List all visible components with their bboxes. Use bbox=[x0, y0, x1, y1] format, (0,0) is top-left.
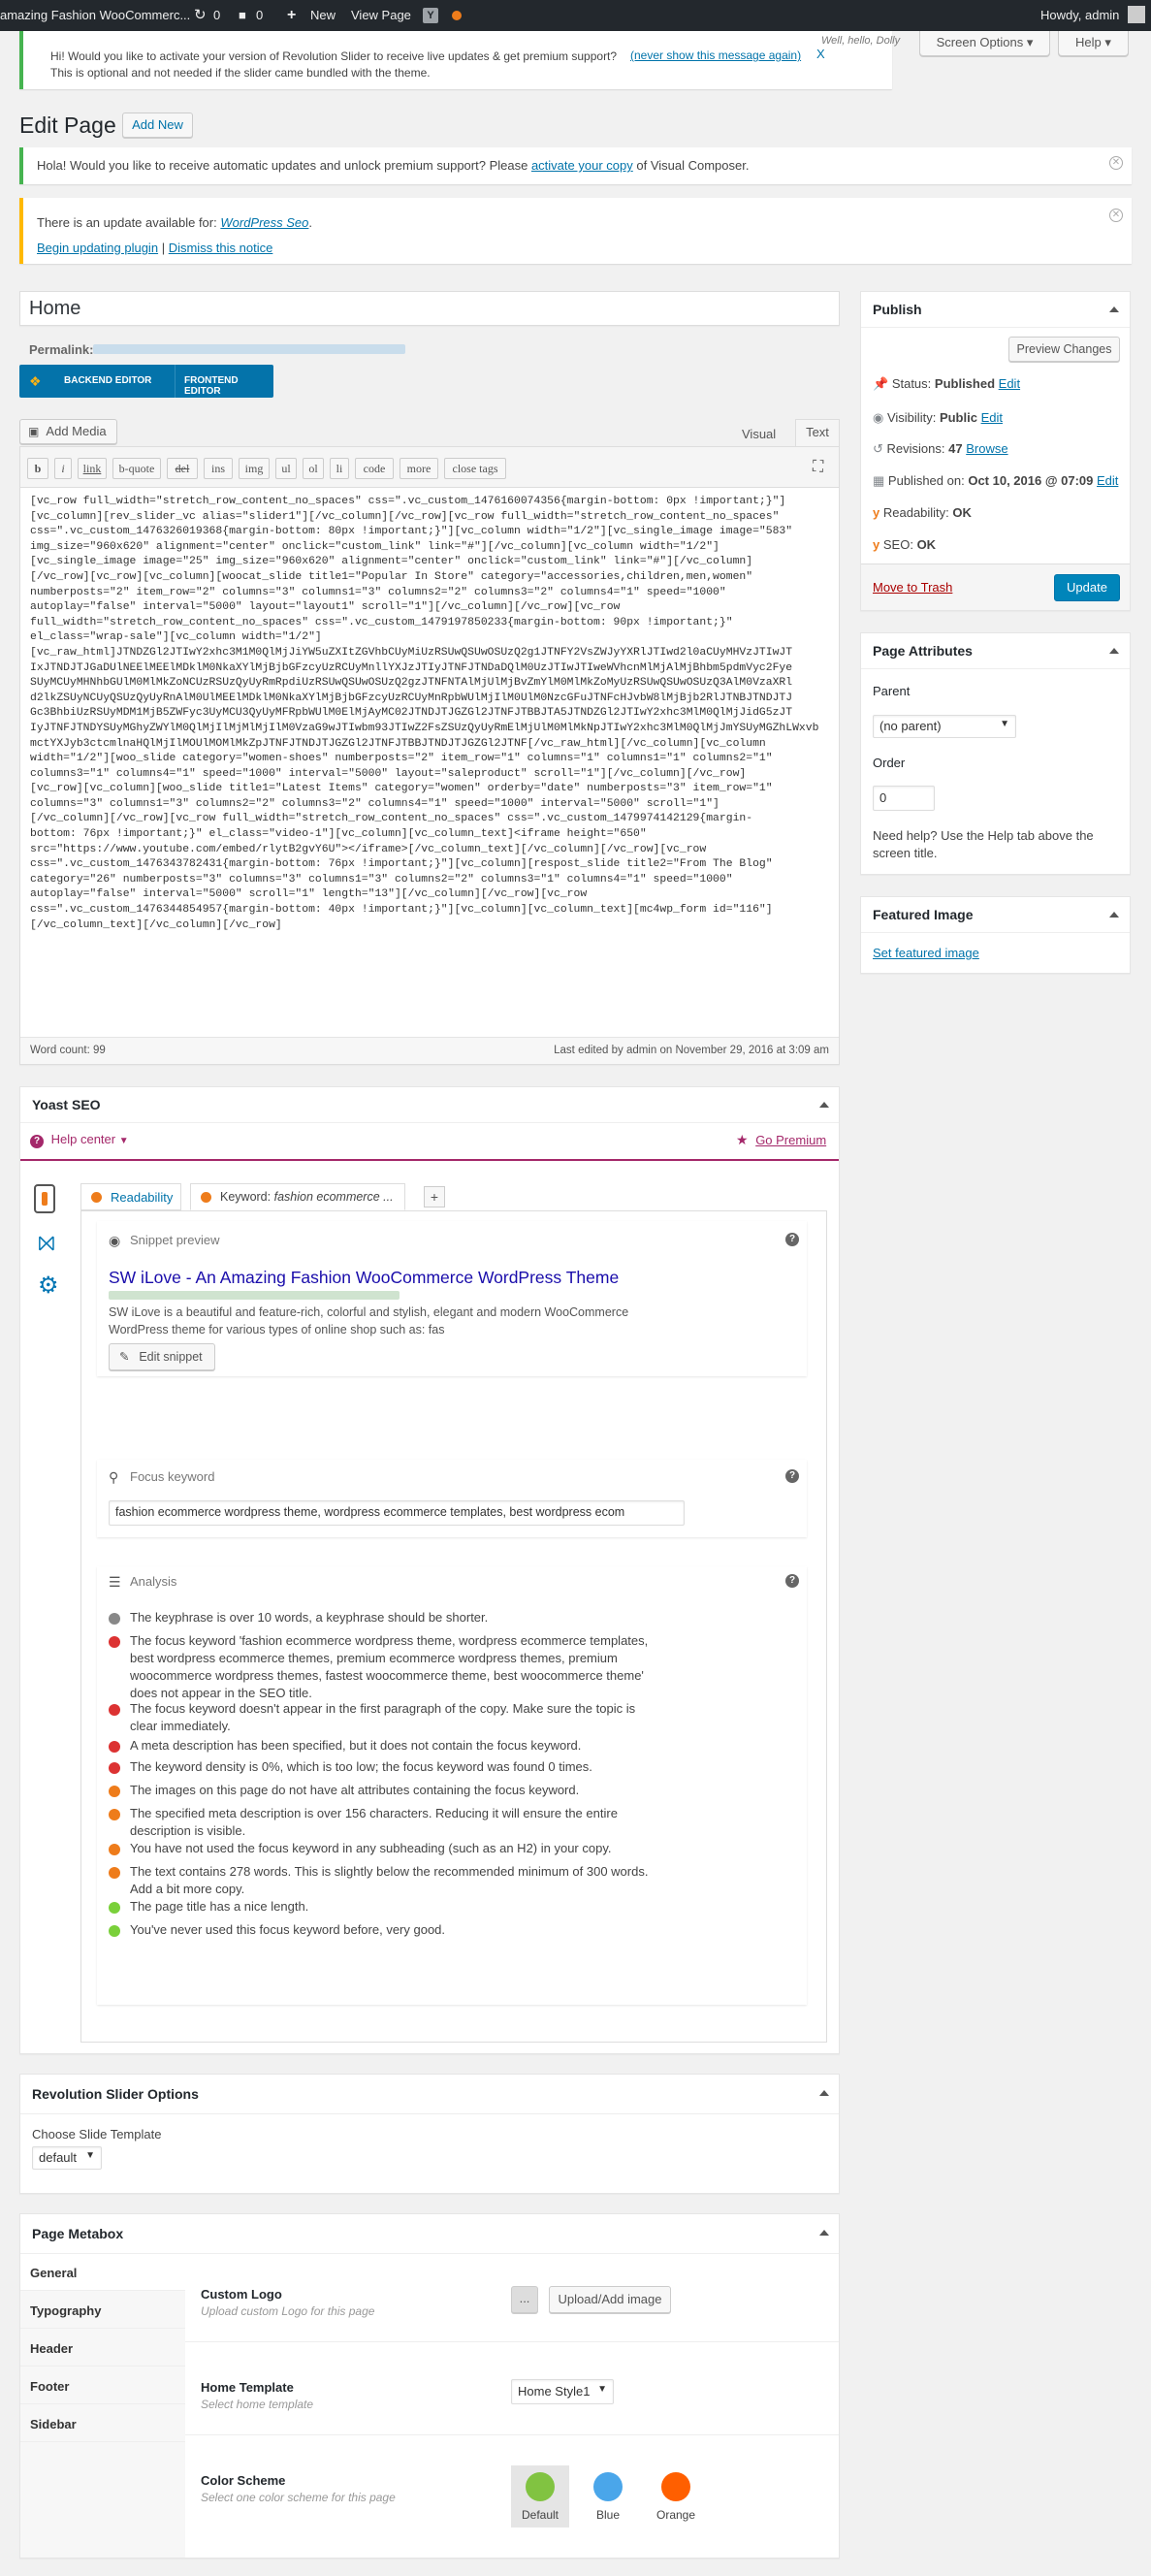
quicktag-button-more[interactable]: more bbox=[400, 458, 438, 479]
score-bullet-icon bbox=[109, 1762, 120, 1774]
howdy-user[interactable]: Howdy, admin bbox=[1040, 8, 1120, 22]
color-option-orange[interactable] bbox=[647, 2465, 705, 2528]
score-bullet-icon bbox=[109, 1613, 120, 1625]
revisions-line: ↺ Revisions: 47 Browse bbox=[873, 441, 1008, 456]
hello-dolly: Well, hello, Dolly bbox=[821, 35, 901, 47]
analysis-text: The specified meta description is over 156 characters. Reducing it will ensure the entire description is visible. bbox=[130, 1806, 618, 1838]
content-line: [/vc_column][/vc_row][vc_row full_width="stretch_row_content_no_spaces" css=".vc_custom_1479974142129{margin- bbox=[30, 813, 753, 825]
vc-switch bbox=[19, 365, 273, 398]
content-line: columns3="1" columns4="1" speed="1000" interval="5000" layout="saleproduct" scroll="1"][/vc_column][/vc_row] bbox=[30, 767, 747, 780]
score-bullet-icon bbox=[109, 1704, 120, 1716]
help-center-toggle[interactable]: ? Help center ▼ bbox=[30, 1132, 129, 1148]
analysis-text: The images on this page do not have alt attributes containing the focus keyword. bbox=[130, 1783, 580, 1797]
never-show-link[interactable]: (never show this message again) bbox=[630, 48, 802, 62]
tab-visual[interactable]: Visual bbox=[742, 427, 777, 441]
status-line: 📌 Status: Published Edit bbox=[873, 376, 1021, 391]
metabox-tab-sidebar[interactable]: Sidebar bbox=[20, 2405, 185, 2442]
home-template-sub: Select home template bbox=[201, 2398, 314, 2411]
edit-date-link[interactable]: Edit bbox=[1097, 473, 1119, 488]
yoast-title: Yoast SEO bbox=[32, 1097, 101, 1112]
seo-score-dot-icon bbox=[452, 11, 462, 20]
content-line: autoplay="false" interval="5000" scroll="1" length="13"][/vc_column][/vc_row][vc_row bbox=[30, 888, 588, 901]
update-notice bbox=[19, 198, 1132, 264]
content-line: numberposts="2" item_row="2" columns="3" columns1="3" columns2="2" columns3="2" columns4="1" speed="1000" bbox=[30, 586, 726, 598]
quicktag-button-ins[interactable]: ins bbox=[204, 458, 233, 479]
move-to-trash-link[interactable]: Move to Trash bbox=[873, 580, 953, 595]
quicktag-button-img[interactable]: img bbox=[239, 458, 270, 479]
page-attributes-help: Need help? Use the Help tab above the screen title. bbox=[873, 828, 1094, 860]
content-line: full_width="stretch_row_content_no_spaces" css=".vc_custom_1479197850233{margin-bottom: 90px !important;}" bbox=[30, 616, 733, 628]
content-line: IxJTNDJTJGaDUlNEElMEElMDklM0NkaXYlMjBjbGFzcyUzRCUyMnllYXJzJTIyJTNFJTNDaDQlM0UzJTIwJTIweWVhcnMlMjAlMjBhbm5pdmVyc2Fye bbox=[30, 661, 793, 674]
quicktag-button-close-tags[interactable]: close tags bbox=[444, 458, 506, 479]
collapse-icon[interactable] bbox=[819, 1102, 829, 1108]
seo-line: y SEO: OK bbox=[873, 537, 937, 552]
revslider-options-box bbox=[19, 2074, 840, 2194]
quicktag-button-ol[interactable]: ol bbox=[303, 458, 324, 479]
frontend-editor-button[interactable]: FRONTEND EDITOR bbox=[184, 375, 239, 397]
collapse-icon[interactable] bbox=[1109, 648, 1119, 654]
readability-score-icon bbox=[91, 1192, 102, 1203]
vc-notice-text: Hola! Would you like to receive automatic updates and unlock premium support? Please activate your copy of Visual Composer. bbox=[37, 158, 750, 173]
analysis-text: The focus keyword doesn't appear in the first paragraph of the copy. Make sure the topic is clear immediately. bbox=[130, 1701, 636, 1733]
help-button[interactable]: Help ▾ bbox=[1058, 31, 1129, 56]
score-bullet-icon bbox=[109, 1809, 120, 1820]
home-template-label: Home Template bbox=[201, 2380, 294, 2395]
logo-preview-button[interactable]: ... bbox=[511, 2286, 538, 2313]
score-bullet-icon bbox=[109, 1786, 120, 1797]
content-line: img_size="960x620" alignment="center" onclick="custom_link" link="#"][/vc_column][vc_column width="1/2"] bbox=[30, 540, 719, 553]
analysis-text: The keyphrase is over 10 words, a keyphrase should be shorter. bbox=[130, 1610, 489, 1625]
analysis-text: The focus keyword 'fashion ecommerce wordpress theme, wordpress ecommerce templates, best wordpress ecommerce themes, premium ecommerce wordpress themes, premium woocommerce wordpress themes, fastest woocommerce theme, best woocommerce theme' does not appear in the SEO title. bbox=[130, 1633, 649, 1700]
collapse-icon[interactable] bbox=[1109, 306, 1119, 312]
list-icon: ☰ bbox=[109, 1574, 121, 1590]
content-line: SUyMCUyMHNhbGUlM0MlMkZoNCUzRSUzQyUyRmRpdiUzRSUwQSUwOSUzQ2gzJTNFNTAlMjUlMjBvZmYlM0MlMkZoMyUzRSUwQSUwOSUzQ3AlM0VzaXRl bbox=[30, 677, 793, 690]
screen-options-button[interactable]: Screen Options ▾ bbox=[919, 31, 1050, 56]
analysis-text: A meta description has been specified, but it does not contain the focus keyword. bbox=[130, 1738, 582, 1753]
tab-keyword[interactable]: Keyword: fashion ecommerce ... bbox=[190, 1183, 405, 1210]
set-featured-image-link[interactable]: Set featured image bbox=[873, 946, 979, 960]
collapse-icon[interactable] bbox=[1109, 912, 1119, 918]
snippet-title-link[interactable]: SW iLove - An Amazing Fashion WooCommerce WordPress Theme bbox=[109, 1268, 620, 1287]
analysis-text: You have not used the focus keyword in any subheading (such as an H2) in your copy. bbox=[130, 1841, 612, 1855]
dismiss-icon[interactable]: ✕ bbox=[1109, 156, 1123, 170]
settings-gear-icon[interactable]: ⚙ bbox=[38, 1272, 59, 1299]
edit-snippet-button[interactable]: ✎ Edit snippet bbox=[109, 1343, 215, 1370]
avatar[interactable] bbox=[1128, 6, 1145, 23]
publish-title: Publish bbox=[873, 302, 922, 317]
comments-icon[interactable]: ■ bbox=[239, 8, 246, 22]
new-content-link[interactable]: New bbox=[310, 8, 336, 22]
revslider-notice-text: Hi! Would you like to activate your version of Revolution Slider to receive live updates & get premium support? This is optional and not needed if the slider came bundled with the theme. bbox=[50, 49, 618, 80]
snippet-preview-title: Snippet preview bbox=[130, 1233, 220, 1247]
revslider-options-title: Revolution Slider Options bbox=[32, 2086, 199, 2102]
color-label: Blue bbox=[595, 2508, 621, 2522]
content-line: category="26" numberposts="3" columns="3" columns1="3" columns2="2" columns3="1" columns4="1" speed="1000" bbox=[30, 873, 733, 886]
readability-line: y Readability: OK bbox=[873, 505, 972, 520]
analysis-list bbox=[109, 1609, 652, 1997]
content-textarea[interactable] bbox=[20, 488, 839, 1037]
score-bullet-icon bbox=[109, 1844, 120, 1855]
content-line: src="https://www.youtube.com/embed/rlytB2gvY6U"></iframe>[/vc_column_text][/vc_column][/vc_row][vc_row bbox=[30, 843, 707, 855]
page-attributes-box bbox=[860, 632, 1131, 875]
divider bbox=[175, 365, 176, 398]
content-line: autoplay="false" interval="5000" layout="layout1" scroll="1"][/vc_column][/vc_row][vc_row bbox=[30, 601, 621, 614]
upload-image-button[interactable]: Upload/Add image bbox=[549, 2286, 671, 2313]
content-line: el_class="wrap-sale"][vc_column width="1/2"] bbox=[30, 631, 322, 644]
color-option-default[interactable] bbox=[511, 2465, 569, 2528]
content-line: css=".vc_custom_1476326019368{margin-bottom: 80px !important;}"][vc_column width="1/2"][vc_single_image image="583" bbox=[30, 526, 793, 538]
quicktag-button-li[interactable]: li bbox=[330, 458, 349, 479]
help-icon[interactable]: ? bbox=[785, 1469, 799, 1483]
color-scheme-label: Color Scheme bbox=[201, 2473, 286, 2488]
content-line: [/vc_row][vc_row][vc_column][woocat_slide title1="Popular In Store" category="accessories,children,men,women" bbox=[30, 570, 753, 583]
featured-image-title: Featured Image bbox=[873, 907, 974, 922]
backend-editor-button[interactable]: BACKEND EDITOR bbox=[64, 375, 152, 386]
updates-icon[interactable]: ↻ bbox=[194, 7, 207, 23]
search-icon: ⚲ bbox=[109, 1469, 119, 1485]
fullscreen-icon[interactable]: ⛶ bbox=[813, 459, 824, 475]
score-bullet-icon bbox=[109, 1741, 120, 1753]
analysis-text: The keyword density is 0%, which is too low; the focus keyword was found 0 times. bbox=[130, 1759, 592, 1774]
collapse-icon[interactable] bbox=[819, 2230, 829, 2236]
new-plus-icon[interactable]: + bbox=[287, 7, 297, 23]
dismiss-notice-link[interactable]: Dismiss this notice bbox=[168, 241, 273, 255]
order-label: Order bbox=[873, 756, 906, 770]
quicktag-button-link[interactable]: link bbox=[78, 458, 107, 479]
content-line: Gc3BhbiUzRSUyMDM1MjB5ZWFyc3UyMCU3QyUyMFRpbWUlM0ElMjAyMC02JTNDJTJGZGl2JTNFJTBBJTA5JTNDZGl2JTIwY2xhc3MlM0QlMjJidG5zJT bbox=[30, 707, 793, 720]
media-icon: ▣ bbox=[28, 425, 40, 438]
eye-icon: ◉ bbox=[109, 1233, 121, 1248]
slide-template-select[interactable]: default ▼ bbox=[32, 2146, 102, 2170]
page-metabox-box bbox=[19, 2213, 840, 2559]
analysis-title: Analysis bbox=[130, 1574, 177, 1589]
browse-revisions-link[interactable]: Browse bbox=[966, 441, 1008, 456]
choose-template-label: Choose Slide Template bbox=[32, 2127, 162, 2141]
update-notice-text: There is an update available for: WordPress Seo. bbox=[37, 215, 313, 230]
score-bullet-icon bbox=[109, 1636, 120, 1648]
home-template-select[interactable]: Home Style1 ▼ bbox=[511, 2379, 614, 2404]
content-line: css=".vc_custom_1476343782431{margin-bottom: 76px !important;}"][vc_column][respost_slide title2="From The Blog" bbox=[30, 858, 773, 871]
snippet-url bbox=[109, 1291, 400, 1300]
keyword-score-icon bbox=[201, 1192, 211, 1203]
preview-changes-button[interactable]: Preview Changes bbox=[1008, 337, 1120, 362]
content-line: IyJTNFJTNDYSUyMGhyZWYlM0QlMjIlMjMlMjIlM0VzaG9wJTIwbm93JTIwZ2FsZSUzQyUyRmElMjUlM0MlMkNpJTIwY2xhc3MlM0QlMjJmYSUyMGZhLWxvb bbox=[30, 722, 819, 734]
tab-readability[interactable]: Readability bbox=[80, 1183, 181, 1210]
comments-count[interactable]: 0 bbox=[256, 8, 264, 22]
quicktag-button-b-quote[interactable]: b-quote bbox=[112, 458, 161, 479]
help-icon[interactable]: ? bbox=[785, 1574, 799, 1588]
snippet-preview-card bbox=[97, 1221, 807, 1376]
close-notice-icon[interactable]: X bbox=[816, 47, 825, 61]
begin-updating-link[interactable]: Begin updating plugin bbox=[37, 241, 159, 255]
content-line: [vc_column][rev_slider_vc alias="slider1"][/vc_column][/vc_row][vc_row full_width="stretch_row_content_no_spaces" bbox=[30, 510, 780, 523]
metabox-tab-general[interactable]: General bbox=[20, 2254, 186, 2291]
content-line: [vc_row][vc_column][woo_slide title1="Latest Items" category="women" orderby="date" numberposts="3" item_row="1" bbox=[30, 783, 773, 795]
score-bullet-icon bbox=[109, 1925, 120, 1937]
custom-logo-sub: Upload custom Logo for this page bbox=[201, 2304, 375, 2318]
visibility-line: ◉ Visibility: Public Edit bbox=[873, 410, 1003, 425]
vc-notice bbox=[19, 147, 1132, 184]
focus-keyword-title: Focus keyword bbox=[130, 1469, 215, 1484]
site-name-link[interactable]: amazing Fashion WooCommerc... bbox=[0, 8, 191, 22]
analysis-text: You've never used this focus keyword before, very good. bbox=[130, 1922, 446, 1937]
parent-select[interactable]: (no parent) ▼ bbox=[873, 715, 1016, 738]
collapse-icon[interactable] bbox=[819, 2090, 829, 2096]
word-count: Word count: 99 bbox=[30, 1045, 106, 1056]
updates-count[interactable]: 0 bbox=[213, 8, 221, 22]
revslider-notice bbox=[19, 31, 892, 89]
content-line: columns="3" columns1="3" columns2="2" columns3="2" columns4="1" speed="1000" interval="5000" scroll="1"] bbox=[30, 797, 719, 810]
score-bullet-icon bbox=[109, 1902, 120, 1914]
permalink-url[interactable] bbox=[93, 344, 405, 354]
yoast-seo-box bbox=[19, 1086, 840, 2054]
color-swatch bbox=[526, 2472, 555, 2501]
share-icon[interactable]: ⨝ bbox=[38, 1231, 55, 1255]
permalink-label: Permalink: bbox=[29, 342, 94, 357]
update-actions: Begin updating plugin | Dismiss this notice bbox=[37, 241, 273, 255]
color-label: Orange bbox=[655, 2508, 696, 2522]
vc-logo-icon: ❖ bbox=[29, 373, 42, 389]
view-page-link[interactable]: View Page bbox=[351, 8, 411, 22]
snippet-description: SW iLove is a beautiful and feature-rich, colorful and stylish, elegant and modern WooCommerce WordPress theme for various types of online shop such as: fas bbox=[109, 1305, 629, 1336]
featured-image-box bbox=[860, 896, 1131, 974]
edit-status-link[interactable]: Edit bbox=[998, 376, 1021, 391]
quicktag-button-i[interactable]: i bbox=[54, 458, 72, 479]
edit-visibility-link[interactable]: Edit bbox=[980, 410, 1003, 425]
color-scheme-options bbox=[511, 2465, 763, 2533]
content-line: [vc_single_image image="25" img_size="960x620" alignment="center" onclick="custom_link" link="#"][/vc_column] bbox=[30, 556, 753, 568]
metabox-tab-footer[interactable]: Footer bbox=[20, 2367, 185, 2404]
focus-keyword-input[interactable]: fashion ecommerce wordpress theme, wordpress ecommerce templates, best wordpress ecom bbox=[109, 1500, 685, 1526]
parent-label: Parent bbox=[873, 684, 911, 698]
admin-bar bbox=[0, 0, 1151, 31]
title-input[interactable]: Home bbox=[19, 291, 840, 326]
plugin-link[interactable]: WordPress Seo bbox=[220, 215, 309, 230]
color-swatch bbox=[661, 2472, 690, 2501]
content-line: [vc_row full_width="stretch_row_content_no_spaces" css=".vc_custom_1476160074356{margin-bottom: 0px !important;}"] bbox=[30, 496, 786, 507]
metabox-tab-typography[interactable]: Typography bbox=[20, 2292, 185, 2329]
content-line: [/vc_column_text][/vc_column][/vc_row] bbox=[30, 918, 282, 931]
score-bullet-icon bbox=[109, 1867, 120, 1879]
content-line: css=".vc_custom_1476344854957{margin-bottom: 40px !important;}"][vc_column][vc_column_text][mc4wp_form id="116"] bbox=[30, 904, 773, 917]
content-tab-icon[interactable] bbox=[34, 1184, 55, 1213]
page-attributes-title: Page Attributes bbox=[873, 643, 973, 659]
analysis-text: The page title has a nice length. bbox=[130, 1899, 309, 1914]
quicktag-button-ul[interactable]: ul bbox=[275, 458, 297, 479]
yoast-tab-panel bbox=[80, 1210, 827, 2043]
analysis-card bbox=[97, 1566, 807, 2005]
add-new-button[interactable]: Add New bbox=[122, 113, 193, 138]
help-icon: ? bbox=[30, 1135, 44, 1148]
order-input[interactable]: 0 bbox=[873, 786, 935, 811]
star-icon: ★ bbox=[736, 1132, 749, 1147]
page-title: Edit Page bbox=[19, 113, 116, 138]
dismiss-icon[interactable]: ✕ bbox=[1109, 209, 1123, 222]
activate-copy-link[interactable]: activate your copy bbox=[530, 158, 633, 173]
last-edited: Last edited by admin on November 29, 2016 at 3:09 am bbox=[554, 1045, 829, 1056]
content-line: bottom: 76px !important;}" el_class="video-1"][vc_column][vc_column_text]<iframe height="650" bbox=[30, 828, 647, 841]
quicktag-button-del[interactable]: del bbox=[167, 458, 198, 479]
publish-box bbox=[860, 291, 1131, 611]
focus-keyword-card bbox=[97, 1460, 807, 1537]
yoast-adminbar-icon[interactable]: Y bbox=[423, 8, 438, 23]
color-option-blue[interactable] bbox=[579, 2465, 637, 2528]
editor-container bbox=[19, 446, 840, 1065]
content-line: d2lkZSUyNCUyQSUzQyUyRnAlM0UlMEElMDklM0NkaXYlMjBjbGFzcyUzRCUyMnRpbWUlMjIlM0UlM0NzcGFuJTNFcHJvbW8lMjBjb2RlJTNBJTNDJTJ bbox=[30, 692, 793, 704]
pencil-icon: ✎ bbox=[119, 1350, 130, 1364]
publish-actions bbox=[861, 564, 1130, 610]
metabox-tab-header[interactable]: Header bbox=[20, 2330, 185, 2367]
analysis-text: The text contains 278 words. This is slightly below the recommended minimum of 300 words. Add a bit more copy. bbox=[130, 1864, 649, 1896]
quicktag-button-code[interactable]: code bbox=[355, 458, 394, 479]
help-icon[interactable]: ? bbox=[785, 1233, 799, 1246]
color-swatch bbox=[593, 2472, 623, 2501]
color-label: Default bbox=[521, 2508, 560, 2522]
content-line: width="1/2"][woo_slide category="women-shoes" numberposts="2" item_row="1" columns="1" columns1="1" columns2="1" bbox=[30, 753, 773, 765]
page-metabox-title: Page Metabox bbox=[32, 2226, 124, 2241]
published-on-line: ▦ Published on: Oct 10, 2016 @ 07:09 Edit bbox=[873, 473, 1119, 488]
quicktag-button-b[interactable]: b bbox=[27, 458, 48, 479]
color-scheme-sub: Select one color scheme for this page bbox=[201, 2491, 396, 2504]
metabox-panel bbox=[185, 2254, 839, 2558]
status-bar bbox=[20, 1037, 839, 1064]
go-premium-link[interactable]: ★ Go Premium bbox=[736, 1132, 827, 1147]
content-line: [vc_raw_html]JTNDZGl2JTIwY2xhc3M1M0QlMjJiYW5uZXItZGVhbCUyMiUzRSUwQSUwOSUzQ2g1JTNFY2VsZWJyYXRlJTIwd2l0aCUyMHVzJTIwJT bbox=[30, 646, 793, 659]
add-media-button[interactable]: ▣ Add Media bbox=[19, 419, 117, 444]
add-keyword-button[interactable]: + bbox=[424, 1186, 445, 1208]
content-line: mctYXJyb3ctcmlnaHQlMjIlMOUlMOMlMkZpJTNFJTNDJTJGZGl2JTNFJTBBJTNDJTJGZGl2JTNF[/vc_raw_html][/vc_column][vc_column bbox=[30, 737, 766, 750]
custom-logo-label: Custom Logo bbox=[201, 2287, 282, 2302]
update-button[interactable]: Update bbox=[1054, 574, 1120, 601]
tab-text[interactable]: Text bbox=[795, 419, 840, 446]
